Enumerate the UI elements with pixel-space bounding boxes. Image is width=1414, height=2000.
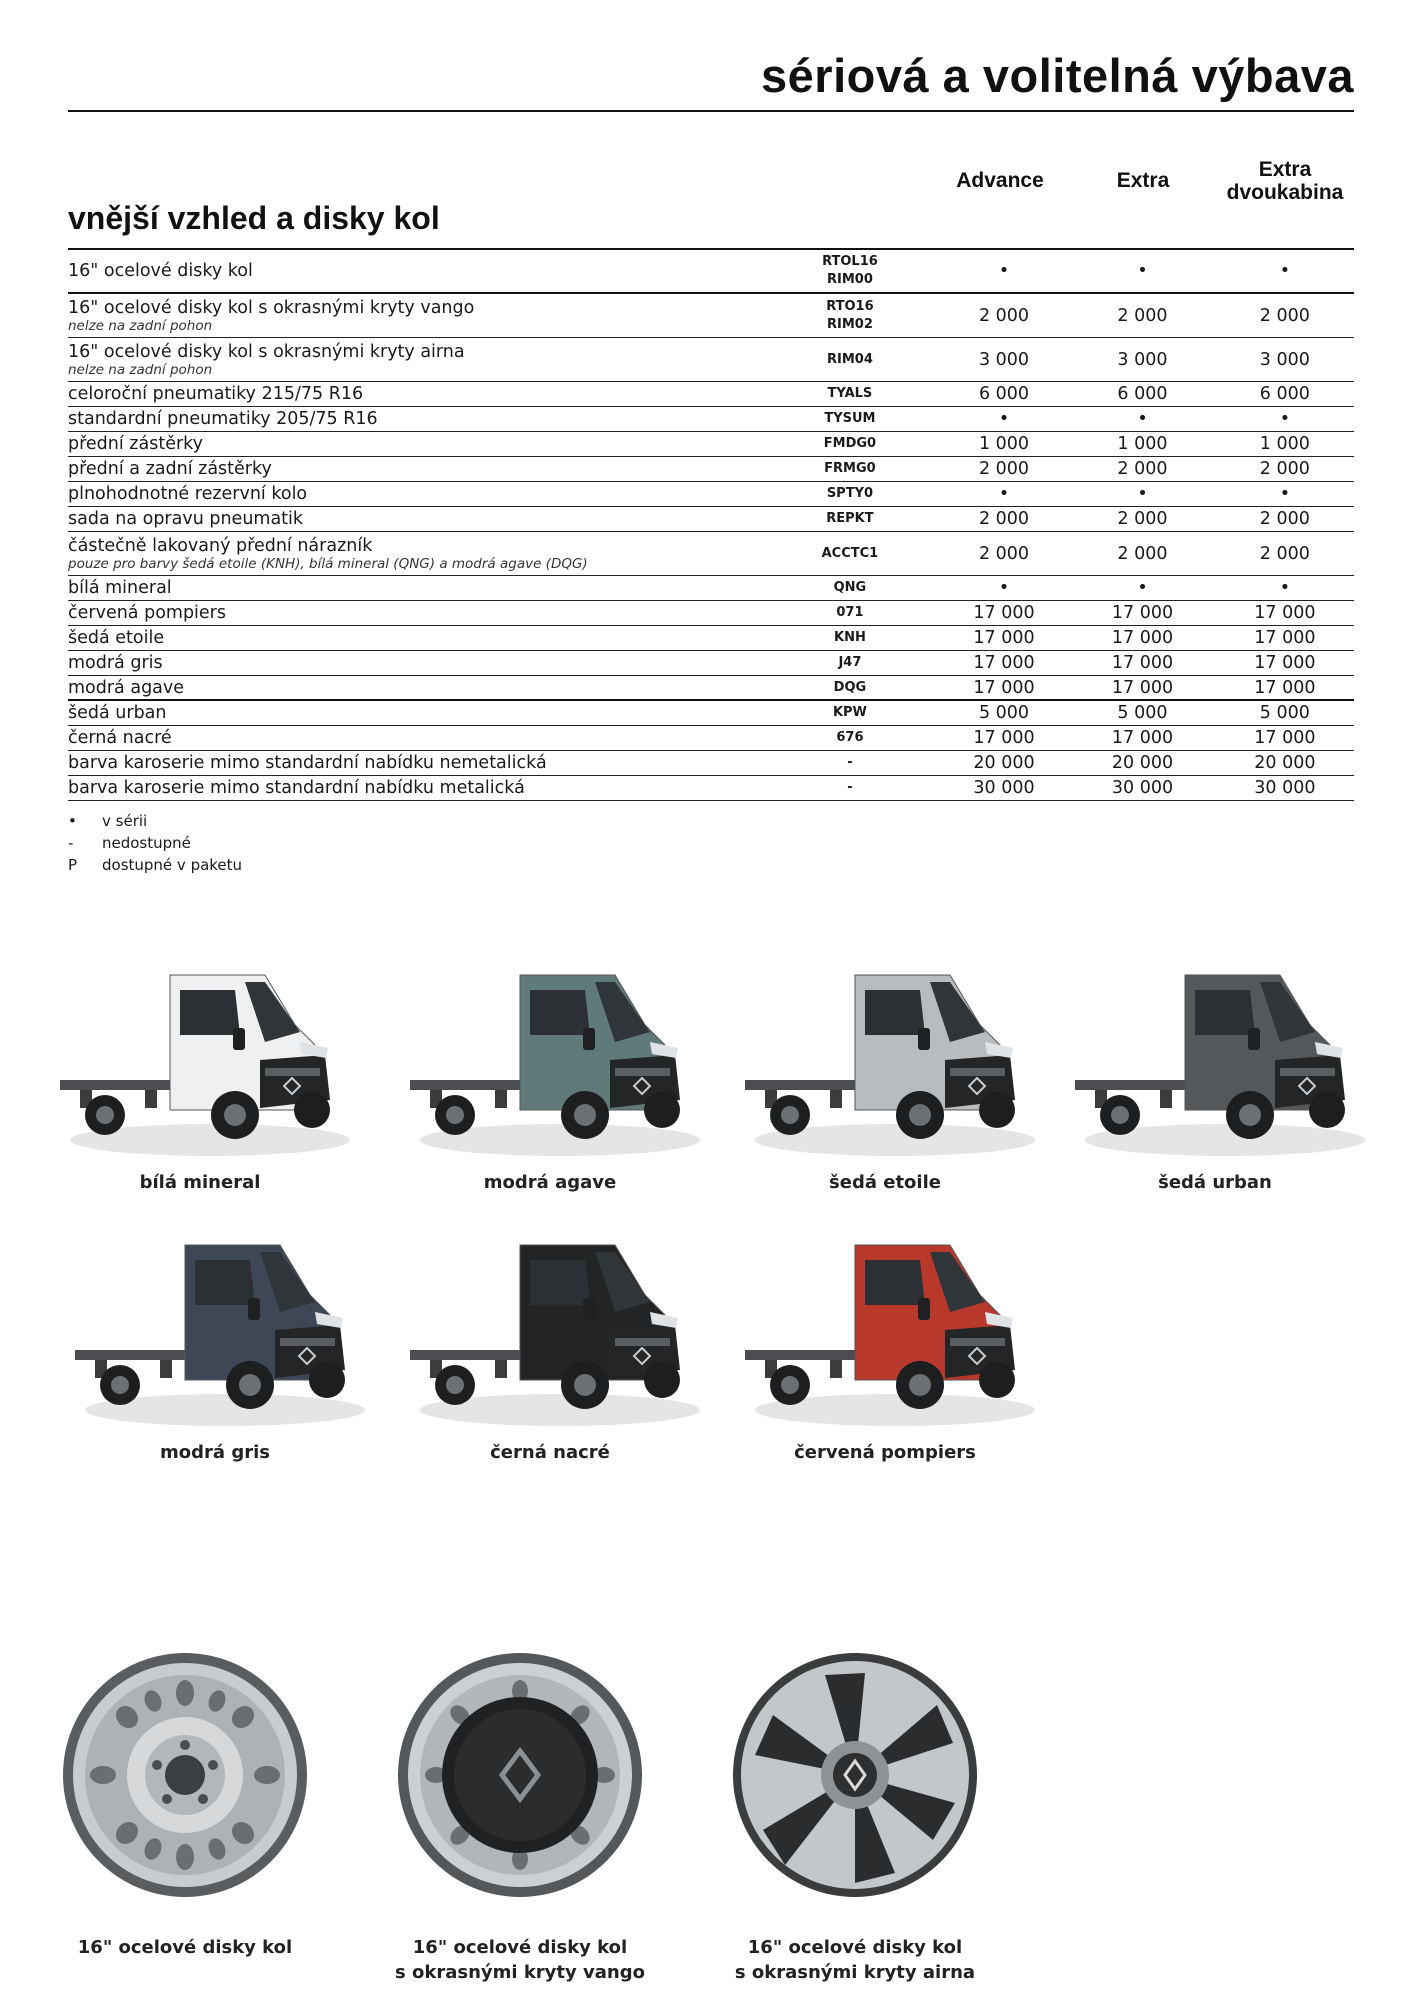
vehicle-image — [400, 1220, 700, 1435]
price-cell: 2 000 — [1117, 509, 1168, 529]
table-row — [68, 676, 1354, 701]
row-name — [68, 753, 769, 773]
row-label: 16" ocelové disky kol s okrasnými kryty airna — [68, 341, 465, 362]
row-label: celoroční pneumatiky 215/75 R16 — [68, 384, 364, 404]
price-cell: 17 000 — [973, 728, 1035, 748]
row-name — [68, 509, 769, 529]
section-title: vnější vzhled a disky kol — [68, 200, 440, 236]
table-row — [68, 250, 1354, 294]
price-cell: 2 000 — [1259, 459, 1310, 479]
price-cell: • — [1279, 484, 1291, 504]
row-name — [68, 384, 769, 404]
legend-symbol: P — [68, 856, 78, 874]
table-row — [68, 776, 1354, 801]
vehicle-card-cerna-nacre — [400, 1220, 700, 1463]
row-name — [68, 728, 769, 748]
row-name — [68, 409, 769, 429]
price-cell: 17 000 — [1254, 677, 1316, 698]
price-cell: 2 000 — [1117, 305, 1168, 326]
vehicle-card-cervena-pompiers — [735, 1220, 1035, 1463]
option-code: - — [847, 780, 853, 795]
row-name — [68, 459, 769, 479]
table-row — [68, 432, 1354, 457]
price-cell: 17 000 — [1111, 677, 1174, 698]
column-header-extra: Extra — [1116, 169, 1170, 192]
price-cell: 1 000 — [978, 434, 1030, 454]
price-cell: 3 000 — [1259, 349, 1310, 370]
price-cell: • — [998, 261, 1010, 281]
row-label: modrá agave — [68, 677, 185, 698]
price-cell: • — [998, 484, 1010, 504]
price-cell: 6 000 — [1259, 384, 1310, 404]
option-code: QNG — [833, 580, 867, 595]
table-row — [68, 507, 1354, 532]
row-name — [68, 778, 769, 798]
price-cell: 1 000 — [1117, 434, 1168, 454]
price-cell: 17 000 — [973, 603, 1035, 623]
row-label: černá nacré — [68, 728, 172, 748]
vehicle-card-bila-mineral — [50, 950, 350, 1193]
row-name — [68, 628, 769, 648]
row-label: barva karoserie mimo standardní nabídku nemetalická — [68, 753, 547, 773]
vehicle-card-modra-agave — [400, 950, 700, 1193]
wheel-caption: 16" ocelové disky kol — [77, 1937, 293, 1958]
price-cell: 20 000 — [1111, 753, 1174, 773]
price-cell: 2 000 — [978, 509, 1030, 529]
price-cell: 17 000 — [973, 677, 1035, 698]
legend-text: dostupné v paketu — [102, 856, 243, 874]
price-cell: 30 000 — [1254, 778, 1316, 798]
column-header-advance: Advance — [956, 169, 1044, 192]
row-name — [68, 342, 769, 378]
row-name — [68, 703, 769, 723]
table-row — [68, 701, 1354, 726]
table-row — [68, 576, 1354, 601]
vehicle-card-modra-gris — [65, 1220, 365, 1463]
price-cell: 17 000 — [973, 628, 1035, 648]
table-row — [68, 751, 1354, 776]
price-cell: • — [1279, 261, 1291, 281]
row-name — [68, 578, 769, 598]
price-cell: • — [998, 578, 1010, 598]
option-code: REPKT — [826, 511, 874, 526]
price-cell: 3 000 — [1117, 349, 1168, 370]
row-label: přední a zadní zástěrky — [68, 459, 272, 479]
price-cell: 2 000 — [1259, 305, 1310, 326]
vehicle-caption: červená pompiers — [794, 1442, 976, 1463]
vehicle-image — [735, 950, 1035, 1165]
vehicle-card-seda-urban — [1065, 950, 1365, 1193]
steel-wheel-image — [35, 1635, 335, 1915]
option-code: RTOL16 RIM00 — [822, 254, 878, 287]
price-cell: • — [998, 409, 1010, 429]
row-note: nelze na zadní pohon — [68, 317, 213, 334]
option-code: FMDG0 — [823, 436, 877, 451]
price-cell: 17 000 — [1254, 653, 1316, 673]
option-code: 071 — [836, 605, 864, 620]
option-code: ACCTC1 — [821, 545, 879, 561]
option-code: KNH — [834, 630, 866, 645]
price-cell: 17 000 — [973, 653, 1035, 673]
row-label: 16" ocelové disky kol s okrasnými kryty vango — [68, 297, 475, 318]
option-code: 676 — [836, 730, 864, 745]
row-label: sada na opravu pneumatik — [68, 509, 304, 529]
row-name — [68, 261, 769, 281]
option-code: FRMG0 — [824, 461, 876, 476]
vehicle-caption: modrá agave — [483, 1172, 617, 1193]
price-cell: • — [1279, 409, 1291, 429]
vango-wheel-image — [370, 1635, 670, 1915]
price-cell: 17 000 — [1254, 628, 1316, 648]
price-cell: 1 000 — [1259, 434, 1310, 454]
option-code: TYSUM — [824, 411, 876, 426]
row-name — [68, 653, 769, 673]
row-label: modrá gris — [68, 653, 163, 673]
row-name — [68, 678, 769, 698]
vehicle-image — [50, 950, 350, 1165]
wheel-card-steel — [35, 1635, 335, 1965]
price-cell: • — [1137, 578, 1148, 598]
row-label: šedá urban — [68, 703, 167, 723]
price-cell: 30 000 — [973, 778, 1035, 798]
option-code: RTO16 RIM02 — [826, 298, 874, 332]
price-cell: 3 000 — [978, 349, 1030, 370]
row-name — [68, 603, 769, 623]
price-cell: • — [1279, 578, 1291, 598]
table-row — [68, 482, 1354, 507]
table-row — [68, 626, 1354, 651]
row-name — [68, 434, 769, 454]
price-cell: 17 000 — [1111, 728, 1174, 748]
price-cell: 2 000 — [1259, 543, 1310, 564]
airna-wheel-image — [705, 1635, 1005, 1915]
option-code: RIM04 — [826, 351, 873, 367]
vehicle-caption: šedá urban — [1158, 1172, 1272, 1193]
price-cell: 2 000 — [1117, 543, 1168, 564]
table-row — [68, 651, 1354, 676]
column-header-extra-dvoukabina: Extra dvoukabina — [1226, 158, 1344, 204]
page-title: sériová a volitelná výbava — [761, 49, 1354, 102]
row-label: bílá mineral — [68, 578, 172, 598]
row-name — [68, 298, 769, 334]
price-cell: 2 000 — [1259, 509, 1310, 529]
legend-symbol: - — [68, 834, 74, 852]
legend-text: v sérii — [102, 812, 148, 830]
row-label: plnohodnotné rezervní kolo — [68, 484, 308, 504]
table-row — [68, 601, 1354, 626]
table-row — [68, 338, 1354, 382]
legend — [68, 810, 242, 876]
row-note: nelze na zadní pohon — [68, 361, 213, 378]
wheel-card-airna — [705, 1635, 1005, 1983]
price-cell: 30 000 — [1111, 778, 1174, 798]
row-label: 16" ocelové disky kol — [68, 261, 253, 281]
title-divider — [68, 110, 1354, 112]
price-cell: • — [1137, 484, 1148, 504]
vehicle-caption: bílá mineral — [139, 1172, 261, 1193]
row-label: červená pompiers — [68, 603, 226, 623]
row-name — [68, 484, 769, 504]
price-cell: 17 000 — [1111, 653, 1174, 673]
vehicle-image — [735, 1220, 1035, 1435]
table-row — [68, 726, 1354, 751]
vehicle-card-seda-etoile — [735, 950, 1035, 1193]
wheel-card-vango — [370, 1635, 670, 1983]
row-label: částečně lakovaný přední nárazník — [68, 535, 373, 556]
price-cell: 5 000 — [978, 703, 1030, 723]
price-cell: 6 000 — [1117, 384, 1168, 404]
price-cell: 20 000 — [973, 753, 1035, 773]
price-cell: 17 000 — [1111, 628, 1174, 648]
vehicle-image — [1065, 950, 1365, 1165]
price-cell: 17 000 — [1111, 603, 1174, 623]
equipment-table — [68, 248, 1354, 801]
vehicle-caption: modrá gris — [160, 1442, 270, 1463]
price-cell: 17 000 — [1254, 728, 1316, 748]
vehicle-image — [400, 950, 700, 1165]
option-code: TYALS — [827, 386, 873, 401]
row-label: standardní pneumatiky 205/75 R16 — [68, 409, 378, 429]
price-cell: 2 000 — [1117, 459, 1168, 479]
table-row — [68, 457, 1354, 482]
row-label: šedá etoile — [68, 628, 165, 648]
price-cell: 6 000 — [978, 384, 1030, 404]
price-cell: 2 000 — [978, 305, 1030, 326]
price-cell: 5 000 — [1259, 703, 1310, 723]
row-label: přední zástěrky — [68, 434, 204, 454]
vehicle-caption: černá nacré — [490, 1442, 610, 1463]
legend-symbol: • — [68, 812, 77, 830]
row-name — [68, 536, 769, 572]
wheel-caption: 16" ocelové disky kol s okrasnými kryty vango — [395, 1937, 645, 1983]
option-code: J47 — [838, 655, 862, 670]
price-cell: • — [1137, 261, 1148, 281]
price-cell: 2 000 — [978, 459, 1030, 479]
legend-item — [68, 810, 242, 832]
price-cell: 2 000 — [978, 543, 1030, 564]
price-cell: 5 000 — [1117, 703, 1168, 723]
legend-text: nedostupné — [102, 834, 191, 852]
option-code: DQG — [833, 679, 867, 695]
row-label: barva karoserie mimo standardní nabídku metalická — [68, 778, 525, 798]
option-code: - — [847, 755, 853, 770]
vehicle-image — [65, 1220, 365, 1435]
row-note: pouze pro barvy šedá etoile (KNH), bílá mineral (QNG) a modrá agave (DQG) — [68, 555, 588, 572]
vehicle-caption: šedá etoile — [829, 1172, 941, 1193]
option-code: KPW — [832, 705, 867, 720]
legend-item — [68, 832, 242, 854]
price-cell: 20 000 — [1254, 753, 1316, 773]
wheel-caption: 16" ocelové disky kol s okrasnými kryty airna — [734, 1937, 976, 1983]
option-code: SPTY0 — [826, 486, 874, 501]
table-row — [68, 532, 1354, 576]
price-cell: 17 000 — [1254, 603, 1316, 623]
price-cell: • — [1137, 409, 1148, 429]
table-row — [68, 294, 1354, 338]
table-row — [68, 382, 1354, 407]
legend-item — [68, 854, 242, 876]
table-row — [68, 407, 1354, 432]
